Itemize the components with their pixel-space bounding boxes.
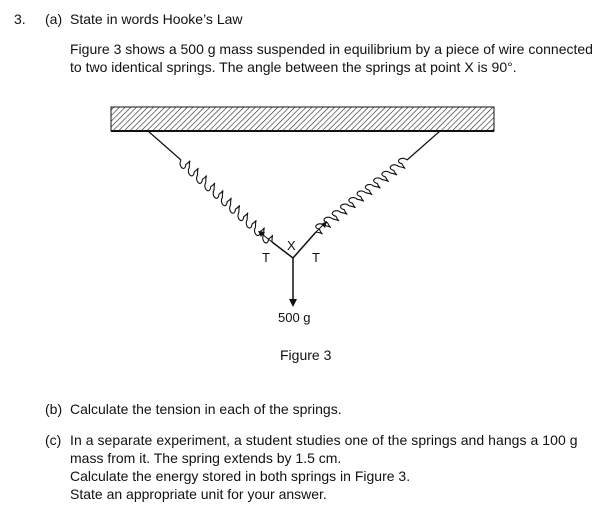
tension-arrow-left [258,231,272,242]
part-c-label: (c) [45,432,62,448]
tension-label-left: T [262,250,270,265]
part-c-line-1: In a separate experiment, a student studies one of the springs and hangs a 100 g [70,432,578,448]
part-c-line-3: Calculate the energy stored in both springs in Figure 3. [70,468,411,484]
left-spring [180,160,272,243]
ceiling-support [111,107,494,131]
mass-wire [289,258,297,307]
figure-description-line-2: to two identical springs. The angle between the springs at point X is 90°. [70,59,517,75]
figure-description-line-1: Figure 3 shows a 500 g mass suspended in equilibrium by a piece of wire connected [70,41,593,57]
part-b-prompt: Calculate the tension in each of the springs. [70,401,342,417]
part-a-label: (a) [45,11,63,27]
right-attachment-wire [407,131,440,160]
part-c-line-4: State an appropriate unit for your answer. [70,486,327,502]
right-spring [316,158,407,234]
part-c-line-2: mass from it. The spring extends by 1.5 cm. [70,450,342,466]
figure-caption: Figure 3 [280,347,332,363]
tension-label-right: T [312,250,320,265]
part-b-label: (b) [45,401,63,417]
question-number: 3. [14,11,26,27]
tension-arrow-right [316,221,327,232]
mass-label: 500 g [278,310,311,325]
part-a-prompt: State in words Hooke’s Law [70,11,243,27]
left-attachment-wire [148,131,181,160]
spring-coil [316,158,407,234]
point-x-label: X [287,238,296,253]
spring-coil [180,160,272,243]
